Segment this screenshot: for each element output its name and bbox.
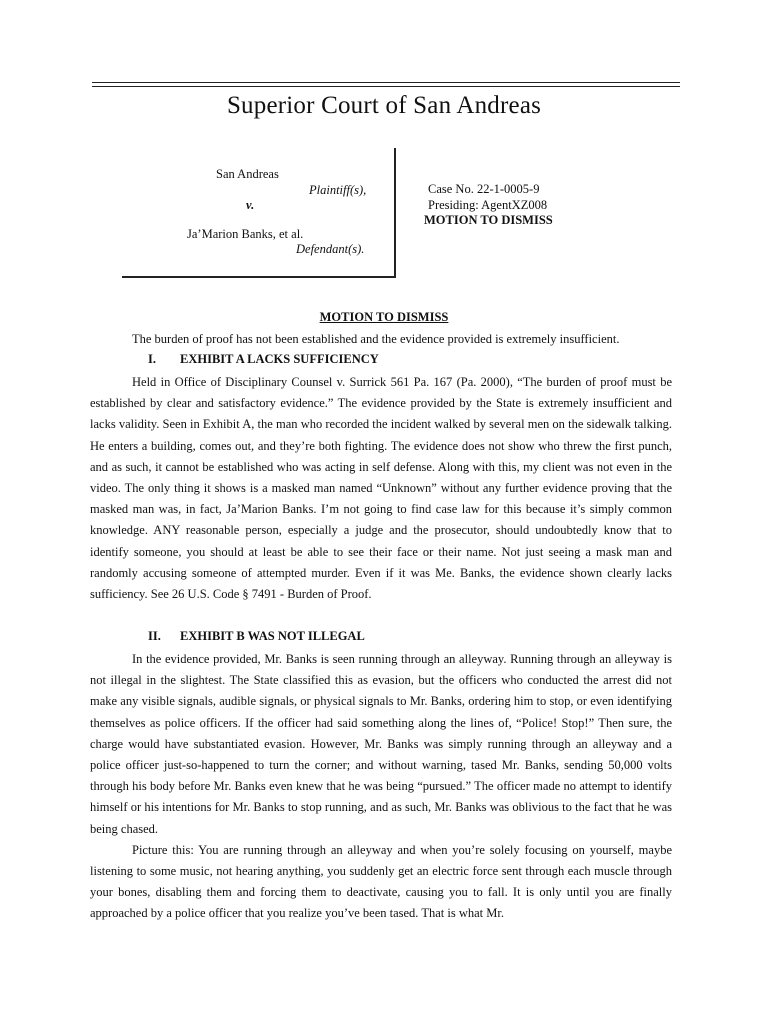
versus-label: v.	[246, 198, 255, 212]
paragraph: Picture this: You are running through an alleyway and when you’re solely focusing on yourself, maybe listening to some music, not hearing anything, you suddenly get an electric force sent through each muscle through your bones, disabling them and forcing them to deactivate, causing you to fall. It is only until you are finally approached by a police officer that you realize you’ve been tased. That is what Mr.	[90, 842, 672, 921]
document-type: MOTION TO DISMISS	[424, 213, 553, 227]
motion-heading: MOTION TO DISMISS	[319, 310, 449, 324]
defendant-name: Ja’Marion Banks, et al.	[187, 227, 304, 241]
section-heading-1	[148, 352, 379, 367]
section-title: EXHIBIT A LACKS SUFFICIENCY	[180, 352, 379, 366]
intro-paragraph	[90, 329, 672, 350]
paragraph: Held in Office of Disciplinary Counsel v. Surrick 561 Pa. 167 (Pa. 2000), “The burden of proof must be established by clear and satisfactory evidence.” The evidence provided by the State is extremely insufficient and lacks validity. Seen in Exhibit A, the man who recorded the incident walked by several men on the sidewalk talking. He enters a building, comes out, and they’re both fighting. The evidence does not show who threw the first punch, and as such, it cannot be established who was acting in self defense. Along with this, my client was not even in the video. The only thing it shows is a masked man named “Unknown” without any further evidence proving that the masked man was, in fact, Ja’Marion Banks. I’m not going to find case law for this because it’s simply common knowledge. ANY reasonable person, especially a judge and the prosecutor, should undoubtedly know that to identify someone, you should at least be able to see their face or their name. Not just seeing a mask man and randomly accusing someone of attempted murder. Even if it was Me. Banks, the evidence shown clearly lacks sufficiency. See 26 U.S. Code § 7491 - Burden of Proof.	[90, 375, 672, 602]
case-number: Case No. 22-1-0005-9	[428, 182, 540, 196]
section-number: I.	[148, 352, 156, 366]
section-heading-2	[148, 629, 365, 644]
section-number: II.	[148, 629, 161, 643]
plaintiff-label: Plaintiff(s),	[309, 183, 367, 197]
header-rule-bottom	[92, 86, 680, 87]
presiding-officer: Presiding: AgentXZ008	[428, 197, 548, 212]
section-1-body	[90, 372, 672, 605]
header-rule-top	[92, 82, 680, 83]
section-title: EXHIBIT B WAS NOT ILLEGAL	[180, 629, 365, 643]
court-title: Superior Court of San Andreas	[226, 92, 542, 119]
case-info	[424, 182, 553, 229]
section-2-body	[90, 649, 672, 925]
plaintiff-name: San Andreas	[216, 167, 279, 181]
defendant-label: Defendant(s).	[296, 242, 365, 256]
paragraph: In the evidence provided, Mr. Banks is seen running through an alleyway. Running through an alleyway is not illegal in the slightest. The State classified this as evasion, but the officers who conducted the arrest did not make any visible signals, audible signals, or physical signals to Mr. Banks, ordering him to stop, or even identifying themselves as police officers. If the officer had said something along the lines of, “Police! Stop!” Then sure, the charge would have substantiated evasion. However, Mr. Banks was simply running through an alleyway and a police officer just-so-happened to turn the corner; and without warning, tased Mr. Banks, sending 50,000 volts through his body before Mr. Banks even knew that he was being “pursued.” The officer made no attempt to identify himself or his intentions for Mr. Banks to stop running, and as such, Mr. Banks was oblivious to the fact that he was being chased.	[90, 652, 672, 836]
intro-text: The burden of proof has not been established and the evidence provided is extremely insufficient.	[132, 332, 620, 346]
